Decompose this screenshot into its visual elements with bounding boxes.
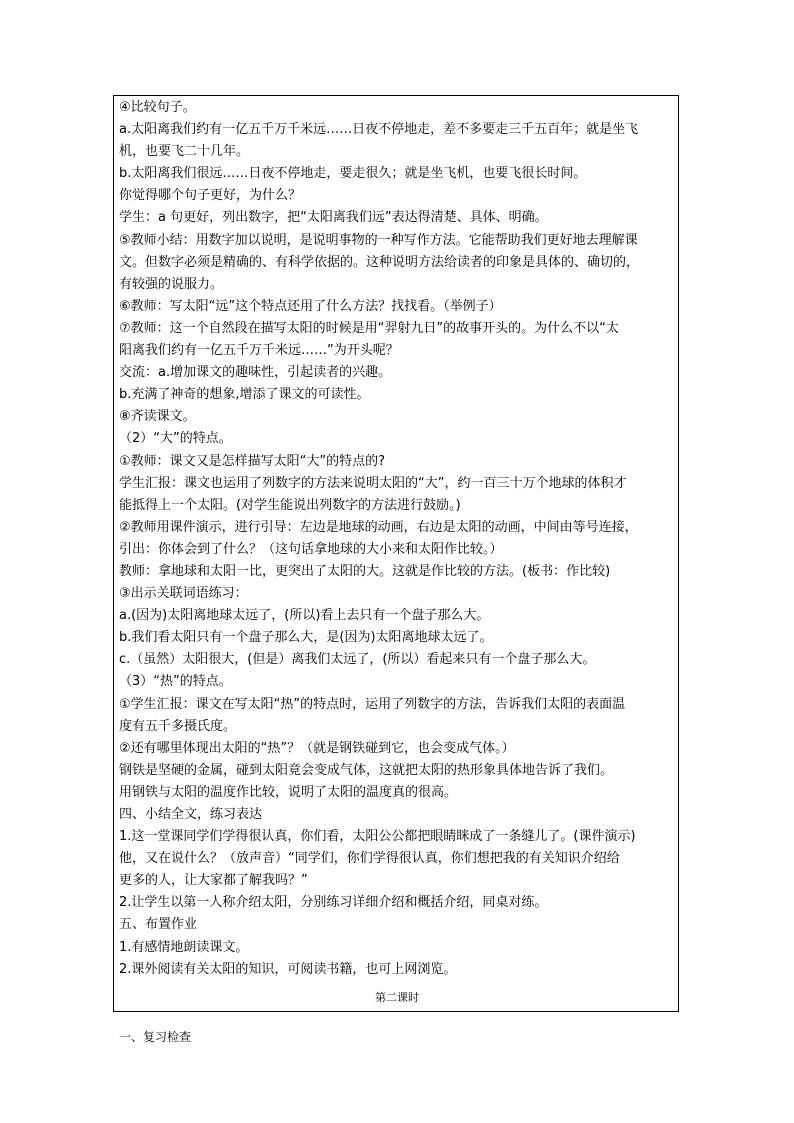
text-line: 能抵得上一个太阳。(对学生能说出列数字的方法进行鼓励。) (119, 497, 461, 513)
text-line: 引出：你体会到了什么？（这句话拿地球的大小来和太阳作比较。） (119, 541, 503, 557)
text-line: 学生汇报：课文也运用了列数字的方法来说明太阳的“大”，约一百三十万个地球的体积才 (119, 475, 627, 491)
section-heading: 四、小结全文，练习表达 (119, 807, 263, 822)
text-line: 2.课外阅读有关太阳的知识，可阅读书籍，也可上网浏览。 (119, 961, 457, 977)
text-line: 有较强的说服力。 (119, 276, 224, 292)
review-heading: 一、复习检查 (119, 1029, 192, 1044)
text-line: 学生：a 句更好，列出数字，把“太阳离我们远”表达得清楚、具体、明确。 (119, 210, 548, 226)
text-line: （3）“热”的特点。 (119, 674, 232, 690)
text-line: b.太阳离我们很远……日夜不停地走，要走很久；就是坐飞机，也要飞很长时间。 (119, 166, 587, 182)
text-line: c.（虽然）太阳很大，(但是）离我们太远了，(所以）看起来只有一个盘子那么大。 (119, 652, 596, 668)
text-line: 1.有感情地朗读课文。 (119, 939, 249, 955)
text-line: 教师：拿地球和太阳一比，更突出了太阳的大。这就是作比较的方法。(板书：作比较) (119, 563, 611, 579)
section-heading: 五、布置作业 (119, 917, 198, 933)
text-line: 用钢铁与太阳的温度作比较，说明了太阳的温度真的很高。 (119, 784, 458, 800)
text-line: 更多的人，让大家都了解我吗？” (119, 873, 308, 889)
text-line: 阳离我们约有一亿五千万千米远……”为开头呢？ (119, 343, 399, 359)
text-line: ①学生汇报：课文在写太阳“热”的特点时，运用了列数字的方法，告诉我们太阳的表面温 (119, 696, 626, 712)
text-line: b.充满了神奇的想象,增添了课文的可读性。 (119, 387, 370, 403)
lesson-text (119, 97, 675, 1048)
text-line: 交流：a.增加课文的趣味性，引起读者的兴趣。 (119, 365, 392, 381)
text-line: ⑧齐读课文。 (119, 409, 196, 425)
text-line: 1.这一堂课同学们学得很认真，你们看，太阳公公都把眼睛眯成了一条缝儿了。(课件演示) (119, 829, 636, 845)
text-line: ②教师用课件演示，进行引导：左边是地球的动画，右边是太阳的动画，中间由等号连接， (119, 519, 638, 535)
text-line: 他，又在说什么？（放声音）“同学们，你们学得很认真，你们想把我的有关知识介绍给 (119, 851, 620, 867)
text-line: ②还有哪里体现出太阳的“热”？（就是钢铁碰到它，也会变成气体。） (119, 740, 515, 756)
text-line: 你觉得哪个句子更好，为什么？ (119, 188, 302, 204)
text-line: ⑥教师：写太阳“远”这个特点还用了什么方法？找找看。（举例子） (119, 298, 502, 314)
text-line: a.太阳离我们约有一亿五千万千米远……日夜不停地走，差不多要走三千五百年；就是坐飞 (119, 122, 639, 138)
text-line: 机，也要飞二十几年。 (119, 144, 250, 160)
text-line: a.(因为)太阳离地球太远了，(所以)看上去只有一个盘子那么大。 (119, 608, 490, 624)
text-line: ①教师：课文又是怎样描写太阳“大”的特点的? (119, 453, 386, 469)
text-line: b.我们看太阳只有一个盘子那么大，是(因为)太阳离地球太远了。 (119, 630, 493, 646)
text-line: ③出示关联词语练习： (119, 586, 248, 602)
text-line: 2.让学生以第一人称介绍太阳，分别练习详细介绍和概括介绍，同桌对练。 (119, 895, 548, 911)
section-title: 第二课时 (375, 990, 419, 1004)
text-line: 钢铁是坚硬的金属，碰到太阳竟会变成气体，这就把太阳的热形象具体地告诉了我们。 (119, 762, 614, 778)
text-line: （2）“大”的特点。 (119, 431, 232, 447)
text-line: ⑤教师小结：用数字加以说明，是说明事物的一种写作方法。它能帮助我们更好地去理解课 (119, 232, 638, 248)
text-line: 文。但数字必须是精确的、有科学依据的。这种说明方法给读者的印象是具体的、确切的， (119, 254, 640, 270)
text-line: ⑦教师：这一个自然段在描写太阳的时候是用“羿射九日”的故事开头的。为什么不以“太 (119, 320, 619, 336)
text-line: ④比较句子。 (119, 100, 196, 115)
text-line: 度有五千多摄氏度。 (119, 718, 237, 734)
